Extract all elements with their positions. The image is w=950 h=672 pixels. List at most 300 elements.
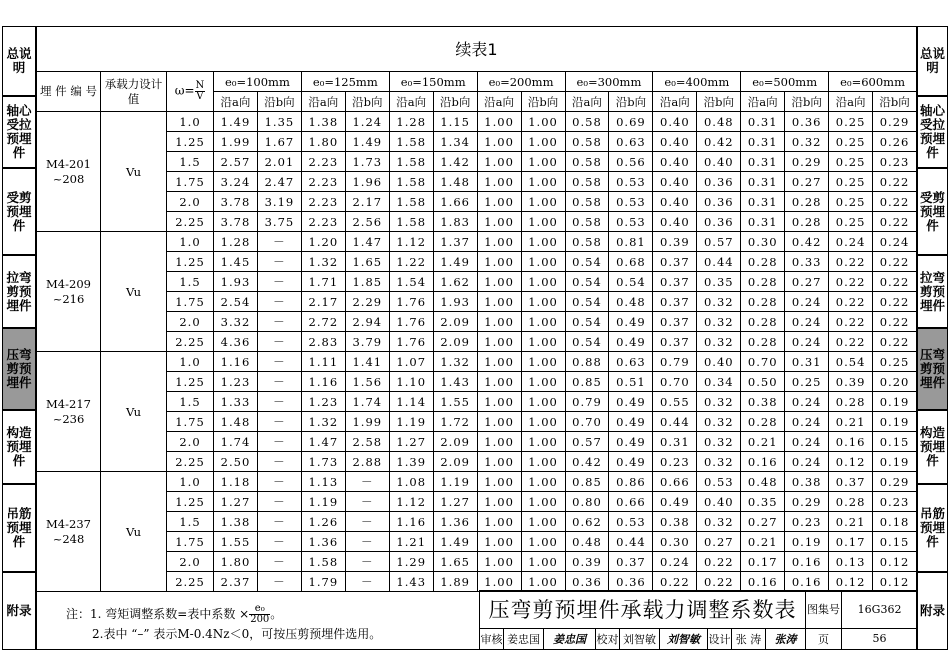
coefficient-cell: 0.44 (653, 412, 697, 432)
coefficient-cell: 1.73 (301, 452, 345, 472)
coefficient-cell: 0.58 (565, 192, 609, 212)
right-tab-label: 轴心受拉预埋件 (919, 103, 945, 160)
coefficient-cell: 0.54 (565, 252, 609, 272)
coefficient-cell: 2.37 (214, 572, 258, 592)
coefficient-cell: 0.23 (653, 452, 697, 472)
coefficient-cell: 1.36 (301, 532, 345, 552)
coefficient-cell: 0.15 (873, 532, 917, 552)
omega-cell: 2.25 (167, 332, 214, 352)
coefficient-cell: 2.23 (301, 212, 345, 232)
coefficient-cell: 1.00 (477, 472, 521, 492)
coefficient-cell: 0.42 (785, 232, 829, 252)
coefficient-cell: 1.55 (433, 392, 477, 412)
coefficient-cell: 0.54 (565, 292, 609, 312)
coefficient-cell: 1.12 (389, 232, 433, 252)
coefficient-cell: 1.00 (521, 372, 565, 392)
coefficient-cell: 1.93 (214, 272, 258, 292)
coefficient-cell: 0.22 (653, 572, 697, 592)
coefficient-cell: 0.34 (697, 372, 741, 392)
coefficient-cell: 1.39 (389, 452, 433, 472)
coefficient-cell: 0.58 (565, 152, 609, 172)
coefficient-cell: － (345, 512, 389, 532)
coefficient-cell: 0.35 (697, 272, 741, 292)
member-number-cell: M4-209 ~216 (37, 232, 101, 352)
coefficient-cell: 0.28 (741, 332, 785, 352)
table-row (37, 412, 917, 432)
coefficient-cell: 0.50 (741, 372, 785, 392)
coefficient-cell: 0.24 (653, 552, 697, 572)
coefficient-cell: 0.85 (565, 372, 609, 392)
checker-signature: 刘智敏 (660, 628, 708, 649)
omega-cell: 2.0 (167, 192, 214, 212)
coefficient-cell: 0.21 (741, 532, 785, 552)
coefficient-cell: 0.54 (609, 272, 653, 292)
e0-group-header: e₀=500mm (741, 72, 829, 92)
left-tab-3[interactable] (2, 255, 36, 328)
coefficient-cell: 0.21 (829, 412, 873, 432)
coefficient-cell: 0.48 (741, 472, 785, 492)
coefficient-cell: 1.54 (389, 272, 433, 292)
right-tab-0[interactable] (917, 26, 948, 96)
coefficient-cell: 0.19 (873, 412, 917, 432)
table-row (37, 352, 917, 372)
note-1: 注：1. 弯矩调整系数=表中系数 × $\frac{\text{e₀}}{200}$ 。 (66, 603, 283, 625)
coefficient-cell: 1.58 (389, 212, 433, 232)
coefficient-cell: 0.30 (741, 232, 785, 252)
coefficient-cell: 0.79 (565, 392, 609, 412)
coefficient-cell: 1.00 (477, 212, 521, 232)
coefficient-cell: 0.27 (785, 272, 829, 292)
coefficient-cell: 2.47 (257, 172, 301, 192)
coefficient-cell: － (345, 552, 389, 572)
coefficient-cell: 1.38 (214, 512, 258, 532)
coefficient-cell: 1.07 (389, 352, 433, 372)
right-tab-6[interactable] (917, 484, 948, 572)
coefficient-cell: 1.73 (345, 152, 389, 172)
coefficient-cell: 1.00 (477, 312, 521, 332)
coefficient-cell: 1.58 (301, 552, 345, 572)
coefficient-cell: － (345, 492, 389, 512)
checker-name: 刘智敏 (620, 628, 660, 649)
right-tab-3[interactable] (917, 255, 948, 328)
coefficient-cell: 0.25 (829, 152, 873, 172)
coefficient-cell: 1.47 (301, 432, 345, 452)
coefficient-cell: 1.00 (521, 272, 565, 292)
left-tab-0[interactable] (2, 26, 36, 96)
coefficient-cell: 0.37 (653, 292, 697, 312)
left-tab-label: 吊筋预埋件 (6, 506, 32, 549)
coefficient-cell: 1.58 (389, 192, 433, 212)
coefficient-cell: 0.22 (829, 272, 873, 292)
coefficient-cell: 0.54 (565, 272, 609, 292)
coefficient-cell: 1.00 (477, 432, 521, 452)
coefficient-cell: 1.58 (389, 152, 433, 172)
coefficient-cell: 0.54 (829, 352, 873, 372)
coefficient-cell: 1.42 (433, 152, 477, 172)
coefficient-cell: 0.31 (741, 112, 785, 132)
coefficient-cell: 0.31 (653, 432, 697, 452)
coefficient-cell: 1.43 (433, 372, 477, 392)
coefficient-cell: 0.48 (565, 532, 609, 552)
designer-name: 张 涛 (732, 628, 766, 649)
coefficient-cell: 0.25 (829, 212, 873, 232)
coefficient-cell: 3.32 (214, 312, 258, 332)
coefficient-cell: 2.23 (301, 152, 345, 172)
coefficient-cell: 1.00 (521, 412, 565, 432)
coefficient-cell: 0.16 (785, 552, 829, 572)
coefficient-cell: 1.49 (433, 252, 477, 272)
coefficient-cell: 1.00 (477, 572, 521, 592)
omega-cell: 1.5 (167, 272, 214, 292)
coefficient-cell: 0.22 (829, 332, 873, 352)
coefficient-cell: 1.79 (301, 572, 345, 592)
coefficient-cell: 1.23 (214, 372, 258, 392)
coefficient-cell: 0.66 (653, 472, 697, 492)
coefficient-cell: 0.36 (697, 192, 741, 212)
coefficient-cell: 0.36 (697, 172, 741, 192)
coefficient-cell: 1.96 (345, 172, 389, 192)
right-tab-5[interactable] (917, 410, 948, 484)
coefficient-cell: 0.22 (829, 312, 873, 332)
coefficient-cell: 1.00 (521, 432, 565, 452)
coefficient-cell: 0.27 (741, 512, 785, 532)
designer-signature: 张涛 (766, 628, 806, 649)
coefficient-cell: 3.75 (257, 212, 301, 232)
table-row (37, 312, 917, 332)
right-tab-1[interactable] (917, 96, 948, 168)
coefficient-table (36, 71, 917, 592)
coefficient-cell: 2.09 (433, 312, 477, 332)
left-tab-label: 构造预埋件 (6, 425, 32, 468)
right-tab-label: 构造预埋件 (919, 425, 945, 468)
coefficient-cell: 1.19 (433, 472, 477, 492)
coefficient-cell: 1.00 (477, 512, 521, 532)
right-tab-label: 附录 (919, 603, 945, 618)
left-tab-label: 附录 (6, 603, 32, 618)
coefficient-cell: 0.18 (873, 512, 917, 532)
coefficient-cell: 0.40 (653, 212, 697, 232)
coefficient-cell: 2.50 (214, 452, 258, 472)
coefficient-cell: 0.29 (873, 112, 917, 132)
omega-cell: 2.0 (167, 312, 214, 332)
coefficient-cell: 0.20 (873, 372, 917, 392)
coefficient-cell: 0.58 (565, 112, 609, 132)
coefficient-cell: 0.53 (697, 472, 741, 492)
coefficient-cell: 0.25 (873, 352, 917, 372)
coefficient-cell: 2.09 (433, 332, 477, 352)
coefficient-cell: 0.38 (653, 512, 697, 532)
coefficient-cell: 1.85 (345, 272, 389, 292)
coefficient-cell: 1.58 (389, 132, 433, 152)
coefficient-cell: 1.00 (477, 192, 521, 212)
left-tab-label: 受剪预埋件 (6, 189, 32, 233)
table-row (37, 252, 917, 272)
coefficient-cell: 0.12 (829, 572, 873, 592)
right-tab-label: 压弯剪预埋件 (919, 347, 945, 390)
coefficient-cell: 1.00 (477, 232, 521, 252)
coefficient-cell: 1.19 (389, 412, 433, 432)
omega-cell: 2.25 (167, 212, 214, 232)
coefficient-cell: 0.12 (873, 572, 917, 592)
coefficient-cell: － (345, 572, 389, 592)
coefficient-cell: 0.85 (565, 472, 609, 492)
omega-cell: 1.5 (167, 152, 214, 172)
coefficient-cell: 1.89 (433, 572, 477, 592)
notes (66, 604, 381, 644)
coefficient-cell: 1.00 (477, 552, 521, 572)
coefficient-cell: 0.37 (653, 332, 697, 352)
coefficient-cell: 1.99 (345, 412, 389, 432)
left-tab-5[interactable] (2, 410, 36, 484)
coefficient-cell: 0.28 (785, 192, 829, 212)
coefficient-cell: 1.00 (521, 132, 565, 152)
left-tab-6[interactable] (2, 484, 36, 572)
coefficient-cell: 0.37 (653, 312, 697, 332)
coefficient-cell: － (257, 572, 301, 592)
coefficient-cell: 1.00 (521, 512, 565, 532)
coefficient-cell: － (257, 332, 301, 352)
coefficient-cell: 0.40 (653, 112, 697, 132)
atlas-number: 16G362 (842, 591, 918, 629)
coefficient-cell: 0.86 (609, 472, 653, 492)
coefficient-cell: 0.22 (873, 292, 917, 312)
coefficient-cell: 1.12 (389, 492, 433, 512)
coefficient-cell: 1.80 (301, 132, 345, 152)
review-label: 审核 (480, 628, 504, 649)
coefficient-cell: 0.28 (741, 292, 785, 312)
coefficient-cell: 1.00 (477, 452, 521, 472)
coefficient-cell: 0.31 (741, 132, 785, 152)
table-row (37, 472, 917, 492)
coefficient-cell: 2.09 (433, 432, 477, 452)
coefficient-cell: 0.21 (829, 512, 873, 532)
e0-group-header: e₀=125mm (301, 72, 389, 92)
coefficient-cell: 1.00 (477, 412, 521, 432)
right-tab-label: 受剪预埋件 (919, 189, 945, 233)
coefficient-cell: 1.49 (214, 112, 258, 132)
coefficient-cell: 0.15 (873, 432, 917, 452)
coefficient-cell: 0.81 (609, 232, 653, 252)
coefficient-cell: 0.25 (829, 192, 873, 212)
omega-cell: 1.75 (167, 172, 214, 192)
coefficient-cell: － (257, 432, 301, 452)
table-row (37, 152, 917, 172)
coefficient-cell: 0.55 (653, 392, 697, 412)
omega-cell: 1.25 (167, 132, 214, 152)
right-tab-label: 吊筋预埋件 (919, 506, 945, 549)
coefficient-cell: 1.47 (345, 232, 389, 252)
coefficient-cell: 0.24 (785, 432, 829, 452)
coefficient-cell: 0.37 (653, 272, 697, 292)
coefficient-cell: 0.22 (873, 172, 917, 192)
capacity-cell: Vu (101, 472, 167, 592)
table-title: 续表1 (455, 40, 498, 59)
coefficient-cell: － (257, 392, 301, 412)
coefficient-cell: 0.29 (873, 472, 917, 492)
coefficient-cell: 0.31 (785, 352, 829, 372)
coefficient-cell: 0.22 (873, 192, 917, 212)
member-number-cell: M4-201 ~208 (37, 112, 101, 232)
coefficient-cell: 0.16 (829, 432, 873, 452)
coefficient-cell: 1.36 (433, 512, 477, 532)
coefficient-cell: 2.94 (345, 312, 389, 332)
coefficient-cell: 0.40 (653, 172, 697, 192)
direction-a-header: 沿a向 (214, 92, 258, 112)
coefficient-cell: 1.74 (345, 392, 389, 412)
coefficient-cell: 1.00 (521, 532, 565, 552)
coefficient-cell: 0.37 (653, 252, 697, 272)
coefficient-cell: 2.29 (345, 292, 389, 312)
coefficient-cell: 0.63 (609, 352, 653, 372)
coefficient-cell: － (257, 492, 301, 512)
omega-cell: 1.0 (167, 232, 214, 252)
coefficient-cell: 0.32 (697, 392, 741, 412)
coefficient-cell: 0.28 (741, 272, 785, 292)
table-row (37, 512, 917, 532)
coefficient-cell: 0.31 (741, 212, 785, 232)
coefficient-cell: 1.33 (214, 392, 258, 412)
capacity-cell: Vu (101, 352, 167, 472)
coefficient-cell: 0.30 (653, 532, 697, 552)
coefficient-cell: 0.56 (609, 152, 653, 172)
right-tab-4[interactable] (917, 328, 948, 410)
coefficient-cell: 0.40 (653, 132, 697, 152)
coefficient-cell: 0.22 (829, 252, 873, 272)
table-row (37, 452, 917, 472)
coefficient-cell: 0.17 (829, 532, 873, 552)
coefficient-cell: 0.32 (697, 452, 741, 472)
coefficient-cell: 0.12 (873, 552, 917, 572)
coefficient-cell: 0.22 (873, 272, 917, 292)
coefficient-cell: 1.19 (301, 492, 345, 512)
coefficient-cell: 0.53 (609, 192, 653, 212)
omega-cell: 2.0 (167, 432, 214, 452)
coefficient-cell: 0.24 (873, 232, 917, 252)
coefficient-cell: 0.23 (873, 492, 917, 512)
table-row (37, 292, 917, 312)
coefficient-cell: 0.57 (565, 432, 609, 452)
coefficient-cell: 0.68 (609, 252, 653, 272)
coefficient-cell: 0.88 (565, 352, 609, 372)
coefficient-cell: 0.38 (785, 472, 829, 492)
table-row (37, 552, 917, 572)
coefficient-cell: 0.39 (565, 552, 609, 572)
coefficient-cell: 1.32 (301, 252, 345, 272)
coefficient-cell: 0.36 (785, 112, 829, 132)
coefficient-cell: 2.83 (301, 332, 345, 352)
left-tab-4[interactable] (2, 328, 36, 410)
coefficient-cell: 1.83 (433, 212, 477, 232)
coefficient-cell: 1.00 (477, 152, 521, 172)
coefficient-cell: 0.13 (829, 552, 873, 572)
coefficient-cell: 0.58 (565, 132, 609, 152)
direction-b-header: 沿b向 (873, 92, 917, 112)
coefficient-cell: 0.39 (653, 232, 697, 252)
left-tab-7[interactable] (2, 572, 36, 650)
table-row (37, 332, 917, 352)
coefficient-cell: 0.42 (565, 452, 609, 472)
coefficient-cell: 0.63 (609, 132, 653, 152)
table-row (37, 492, 917, 512)
left-tab-label: 总说明 (6, 46, 32, 75)
coefficient-cell: 0.35 (741, 492, 785, 512)
coefficient-cell: 0.48 (697, 112, 741, 132)
coefficient-cell: 0.70 (741, 352, 785, 372)
coefficient-cell: 1.27 (214, 492, 258, 512)
coefficient-cell: 1.00 (521, 552, 565, 572)
coefficient-cell: 1.00 (521, 492, 565, 512)
coefficient-cell: 0.66 (609, 492, 653, 512)
direction-a-header: 沿a向 (389, 92, 433, 112)
coefficient-cell: 0.32 (697, 412, 741, 432)
coefficient-cell: 0.24 (785, 312, 829, 332)
coefficient-cell: 0.28 (829, 492, 873, 512)
coefficient-cell: 2.23 (301, 172, 345, 192)
member-number-cell: M4-217 ~236 (37, 352, 101, 472)
coefficient-cell: 1.00 (477, 492, 521, 512)
coefficient-cell: 1.29 (389, 552, 433, 572)
coefficient-cell: 1.28 (389, 112, 433, 132)
table-row (37, 272, 917, 292)
coefficient-cell: 3.78 (214, 212, 258, 232)
coefficient-cell: 1.00 (477, 352, 521, 372)
table-row (37, 212, 917, 232)
right-tab-7[interactable] (917, 572, 948, 650)
coefficient-cell: 1.00 (477, 272, 521, 292)
coefficient-cell: 1.62 (433, 272, 477, 292)
coefficient-cell: 1.45 (214, 252, 258, 272)
coefficient-cell: 0.24 (785, 292, 829, 312)
coefficient-cell: 2.56 (345, 212, 389, 232)
right-tab-2[interactable] (917, 168, 948, 255)
design-label: 设计 (708, 628, 732, 649)
coefficient-cell: 0.28 (829, 392, 873, 412)
coefficient-cell: 0.49 (609, 312, 653, 332)
coefficient-cell: 1.48 (214, 412, 258, 432)
coefficient-cell: 2.54 (214, 292, 258, 312)
coefficient-cell: 0.12 (829, 452, 873, 472)
coefficient-cell: 0.38 (741, 392, 785, 412)
coefficient-cell: 2.17 (301, 292, 345, 312)
table-row (37, 532, 917, 552)
coefficient-cell: － (257, 352, 301, 372)
coefficient-cell: 0.54 (565, 312, 609, 332)
coefficient-cell: 0.40 (653, 192, 697, 212)
coefficient-cell: 0.70 (565, 412, 609, 432)
coefficient-cell: 0.24 (829, 232, 873, 252)
left-tab-1[interactable] (2, 96, 36, 168)
coefficient-cell: 1.00 (521, 292, 565, 312)
direction-a-header: 沿a向 (301, 92, 345, 112)
coefficient-cell: 1.32 (301, 412, 345, 432)
omega-cell: 1.5 (167, 392, 214, 412)
page-label: 页 (806, 628, 842, 649)
coefficient-cell: 1.72 (433, 412, 477, 432)
left-tab-2[interactable] (2, 168, 36, 255)
capacity-cell: Vu (101, 232, 167, 352)
coefficient-cell: 1.24 (345, 112, 389, 132)
coefficient-cell: 1.76 (389, 312, 433, 332)
coefficient-cell: 1.00 (477, 252, 521, 272)
coefficient-cell: 0.37 (829, 472, 873, 492)
table-row (37, 372, 917, 392)
coefficient-cell: 1.00 (521, 332, 565, 352)
direction-a-header: 沿a向 (477, 92, 521, 112)
coefficient-cell: 0.24 (785, 452, 829, 472)
coefficient-cell: 0.62 (565, 512, 609, 532)
coefficient-cell: － (257, 372, 301, 392)
coefficient-cell: 1.76 (389, 292, 433, 312)
